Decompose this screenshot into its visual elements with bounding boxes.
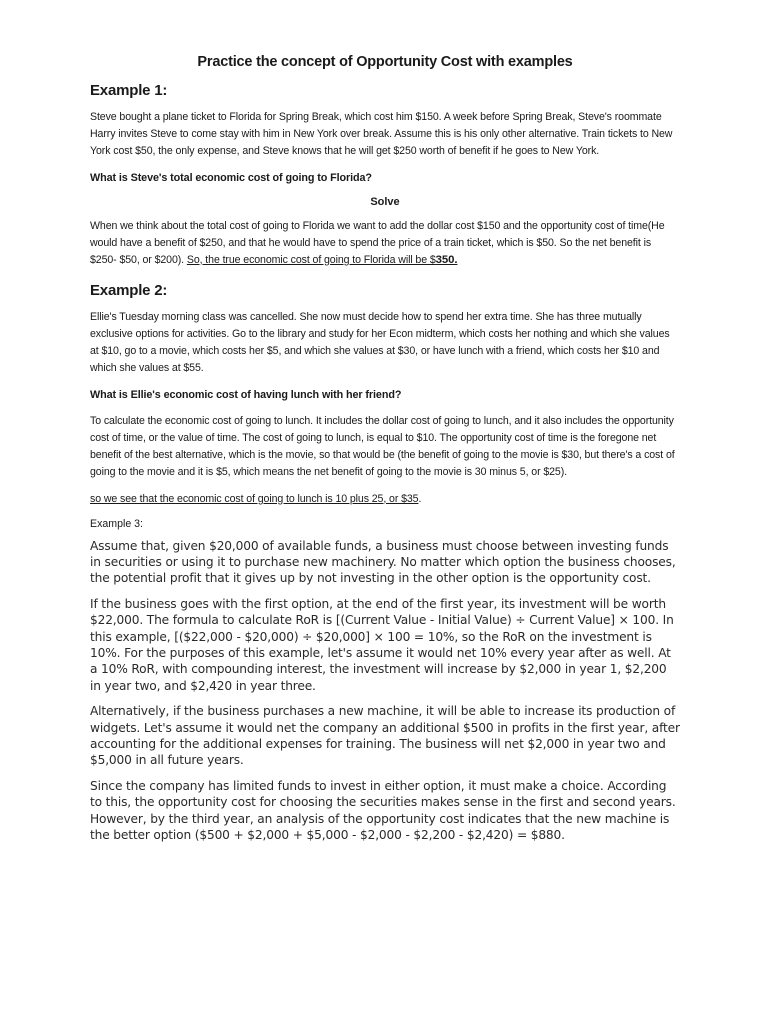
document-title: Practice the concept of Opportunity Cost with examples: [197, 54, 573, 70]
example-3-paragraph-2: If the business goes with the first option, at the end of the first year, its investment will be worth $22,000. The formula to calculate RoR is [(Current Value - Initial Value) ÷ Current Value] × 100. In this example, [($22,000 - $20,000) ÷ $20,000] × 100 = 10%, so the RoR on the investment is 10%. For the purposes of this example, let's assume it would net 10% every year after as well. At a 10% RoR, with compounding interest, the investment will increase by $2,000 in year 1, $2,200 in year two, and $2,420 in year three.: [90, 596, 674, 693]
example-2-question: What is Ellie's economic cost of having lunch with her friend?: [90, 389, 402, 402]
example-2-conclusion-end: .: [418, 492, 422, 505]
example-2-paragraph: Ellie's Tuesday morning class was cancelled. She now must decide how to spend her extra time. She has three mutually exclusive options for activities. Go to the library and study for her Econ midterm, which costs her nothing and which she values at $10, go to a movie, which costs her $5, and which she values at $30, or have lunch with a friend, which costs her $10 and which she values at $55.: [90, 311, 670, 375]
example-1-answer-text: When we think about the total cost of going to Florida we want to add the dollar cost $150 and the opportunity cost of time(He would have a benefit of $250, and that he would have to spend the price of a train ticket, which is $50. So the net benefit is $250- $50, or $200).: [90, 219, 665, 266]
example-1-answer-underlined: [187, 254, 458, 266]
example-2-answer: To calculate the economic cost of going to lunch. It includes the dollar cost of going to lunch, and it also includes the opportunity cost of time, or the value of time. The cost of going to lunch, is equal to $10. The opportunity cost of time is the foregone net benefit of the best alternative, which is the movie, so that would be (the benefit of going to the movie is $30, but there's a cost of going to the movie and it is $5, which means the net benefit of going to the movie is 30 minus 5, or $25).: [90, 415, 675, 478]
example-2-conclusion-underlined: so we see that the economic cost of going to lunch is 10 plus 25, or $35: [90, 492, 419, 505]
document-page: [90, 54, 680, 853]
example-1-answer: [90, 218, 680, 269]
example-1-answer-value: 350.: [435, 253, 458, 266]
example-3-paragraph-3: Alternatively, if the business purchases a new machine, it will be able to increase its production of widgets. Let's assume it would net the company an additional $500 in profits in the first year, after accounting for the additional expenses for training. The business will net $2,000 in year two and $5,000 in all future years.: [90, 704, 680, 768]
solve-label: Solve: [370, 195, 400, 208]
example-3-heading: Example 3:: [90, 517, 143, 530]
example-1-question: What is Steve's total economic cost of going to Florida?: [90, 171, 372, 184]
example-1-answer-lead: So, the true economic cost of going to Florida will be $: [186, 253, 436, 266]
example-3-paragraph-1: Assume that, given $20,000 of available funds, a business must choose between investing funds in securities or using it to purchase new machinery. No matter which option the business chooses, the potential profit that it gives up by not investing in the other option is the opportunity cost.: [90, 538, 676, 586]
example-2-heading: Example 2:: [90, 282, 168, 300]
example-1-paragraph: Steve bought a plane ticket to Florida for Spring Break, which cost him $150. A week before Spring Break, Steve's roommate Harry invites Steve to come stay with him in New York over break. Assume this is his only other alternative. Train tickets to New York cost $50, the only expense, and Steve knows that he will get $250 worth of benefit if he goes to New York.: [90, 111, 673, 157]
example-2-conclusion: [90, 491, 680, 508]
example-1-heading: Example 1:: [90, 82, 168, 99]
example-3-paragraph-4: Since the company has limited funds to invest in either option, it must make a choice. According to this, the opportunity cost for choosing the securities makes sense in the first and second years. However, by the third year, an analysis of the opportunity cost indicates that the new machine is the better option ($500 + $2,000 + $5,000 - $2,000 - $2,200 - $2,420) = $880.: [90, 778, 676, 843]
